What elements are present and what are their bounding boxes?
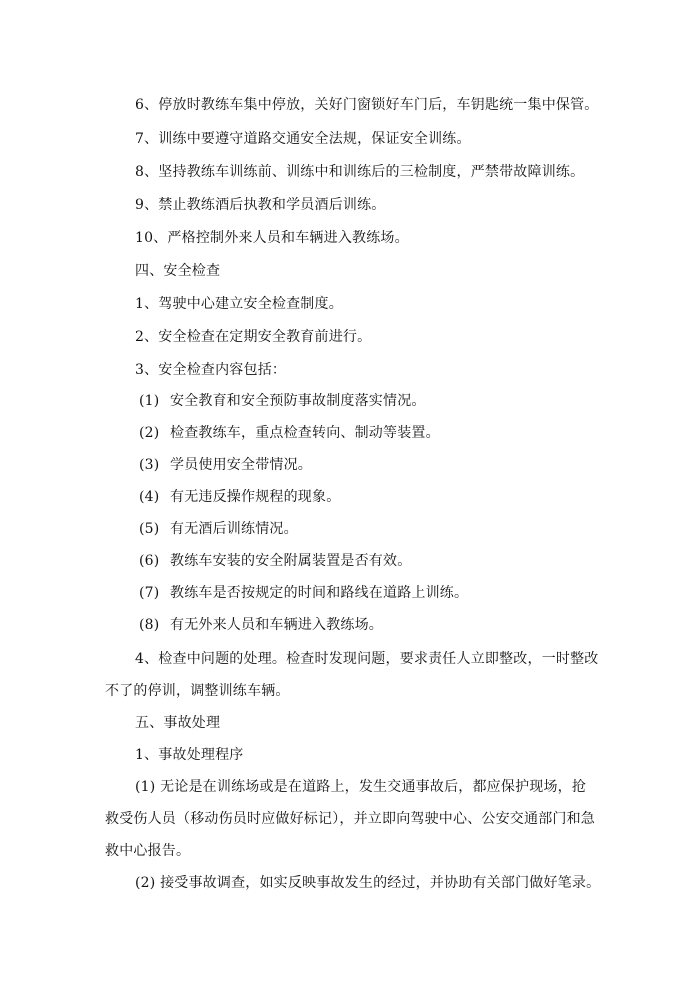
accident-step-1-line-2: 救受伤人员（移动伤员时应做好标记），并立即向驾驶中心、公安交通部门和急 [105,811,595,827]
subitem-text: 学员使用安全带情况。 [170,457,312,473]
check-subitem-4 [139,488,340,506]
accident-procedure-heading: 1、事故处理程序 [135,747,244,763]
subitem-number: (1) [139,393,160,409]
section-heading-4: 四、安全检查 [135,263,221,279]
rule-6: 6、停放时教练车集中停放，关好门窗锁好车门后，车钥匙统一集中保管。 [135,97,599,113]
rule-7: 7、训练中要遵守道路交通安全法规，保证安全训练。 [135,131,471,147]
subitem-number: (4) [139,489,160,505]
check-item-4-line-2: 不了的停训，调整训练车辆。 [105,683,290,699]
subitem-text: 有无酒后训练情况。 [170,521,298,537]
subitem-number: (2) [139,425,160,441]
check-item-1: 1、驾驶中心建立安全检查制度。 [135,296,343,312]
subitem-number: (3) [139,457,160,473]
subitem-text: 有无外来人员和车辆进入教练场。 [170,617,383,633]
subitem-number: (7) [139,585,160,601]
check-item-2: 2、安全检查在定期安全教育前进行。 [135,329,372,345]
accident-step-1-line-3: 救中心报告。 [105,843,191,859]
rule-10: 10、严格控制外来人员和车辆进入教练场。 [135,230,409,246]
subitem-text: 安全教育和安全预防事故制度落实情况。 [170,393,426,409]
subitem-number: (8) [139,617,160,633]
rule-8: 8、坚持教练车训练前、训练中和训练后的三检制度，严禁带故障训练。 [135,164,585,180]
check-subitem-3 [139,456,312,474]
section-heading-5: 五、事故处理 [135,715,221,731]
check-subitem-6 [139,552,411,570]
check-subitem-2 [139,424,440,442]
rule-9: 9、禁止教练酒后执教和学员酒后训练。 [135,197,386,213]
check-item-3: 3、安全检查内容包括： [135,362,287,378]
subitem-text: 有无违反操作规程的现象。 [170,489,341,505]
check-subitem-5 [139,520,298,538]
check-subitem-1 [139,392,426,410]
accident-step-2: (2) 接受事故调查，如实反映事故发生的经过，并协助有关部门做好笔录。 [135,875,601,891]
subitem-text: 教练车安装的安全附属装置是否有效。 [170,553,412,569]
check-subitem-8 [139,616,383,634]
check-subitem-7 [139,584,468,602]
subitem-number: (6) [139,553,160,569]
subitem-text: 检查教练车，重点检查转向、制动等装置。 [170,425,440,441]
check-item-4-line-1: 4、检查中问题的处理。检查时发现问题，要求责任人立即整改，一时整改 [135,651,599,667]
subitem-number: (5) [139,521,160,537]
subitem-text: 教练车是否按规定的时间和路线在道路上训练。 [170,585,469,601]
accident-step-1-line-1: (1) 无论是在训练场或是在道路上，发生交通事故后，都应保护现场，抢 [135,779,587,795]
